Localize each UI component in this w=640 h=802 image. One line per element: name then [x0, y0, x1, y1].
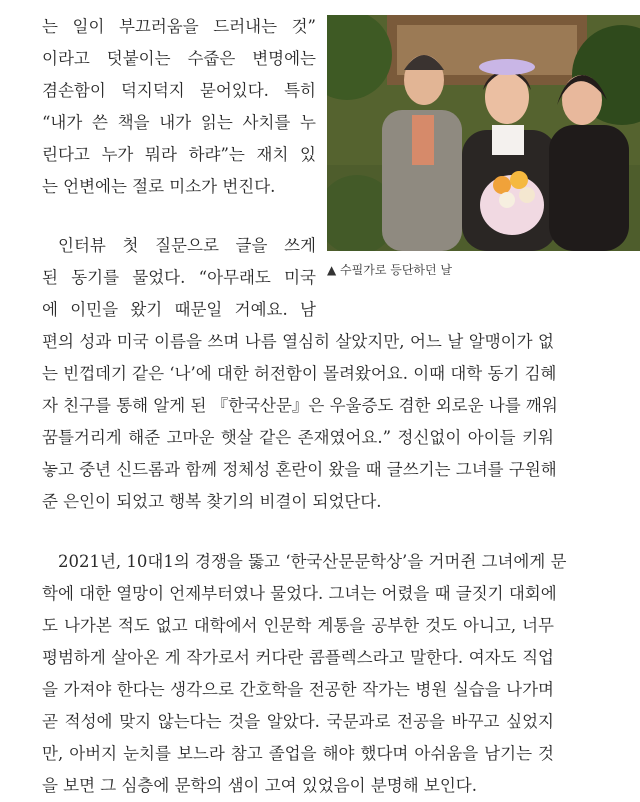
text-line: 는 일이 부끄러움을 드러내는 것” [42, 17, 316, 36]
text-line: 된 동기를 물었다. “아무래도 미국 [42, 268, 316, 287]
text-line: 만, 아버지 눈치를 보느라 참고 졸업을 해야 했다며 아쉬움을 남기는 것 [42, 744, 554, 763]
text-line: 도 나가본 적도 없고 대학에서 인문학 계통을 공부한 것도 아니고, 너무 [42, 616, 554, 635]
text-line: 2021년, 10대1의 경쟁을 뚫고 ‘한국산문문학상’을 거머쥔 그녀에게 문 [58, 552, 567, 571]
photo-caption: ▲ 수필가로 등단하던 날 [327, 263, 453, 277]
text-line: 이라고 덧붙이는 수줍은 변명에는 [42, 49, 316, 68]
text-line: 린다고 누가 뭐라 하랴”는 재치 있 [42, 145, 316, 164]
text-line: 편의 성과 미국 이름을 쓰며 나름 열심히 살았지만, 어느 날 알맹이가 없 [42, 332, 554, 351]
text-line: 꿈틀거리게 해준 고마운 햇살 같은 존재였어요.” 정신없이 아이들 키워 [42, 428, 554, 447]
text-line: 에 이민을 왔기 때문일 거예요. 남 [42, 300, 316, 319]
text-line: 을 보면 그 심층에 문학의 샘이 고여 있었음이 분명해 보인다. [42, 776, 477, 795]
text-line: 자 친구를 통해 알게 된 『한국산문』은 우울증도 겸한 외로운 나를 깨워 [42, 396, 558, 415]
text-line: “내가 쓴 책을 내가 읽는 사치를 누 [42, 113, 316, 132]
photo-debut-day [327, 15, 640, 251]
photo-illustration [327, 15, 640, 251]
text-line: 학에 대한 열망이 언제부터였나 물었다. 그녀는 어렸을 때 글짓기 대회에 [42, 584, 557, 603]
text-line: 놓고 중년 신드롬과 함께 정체성 혼란이 왔을 때 글쓰기는 그녀를 구원해 [42, 460, 557, 479]
text-line: 인터뷰 첫 질문으로 글을 쓰게 [58, 236, 316, 255]
text-line: 는 언변에는 절로 미소가 번진다. [42, 177, 276, 196]
text-line: 을 가져야 한다는 생각으로 간호학을 전공한 작가는 병원 실습을 나가며 [42, 680, 554, 699]
text-line: 준 은인이 되었고 행복 찾기의 비결이 되었단다. [42, 492, 382, 511]
text-line: 평범하게 살아온 게 작가로서 커다란 콤플렉스라고 말한다. 여자도 직업 [42, 648, 554, 667]
text-line: 곧 적성에 맞지 않는다는 것을 알았다. 국문과로 전공을 바꾸고 싶었지 [42, 712, 554, 731]
text-line: 는 빈껍데기 같은 ‘나’에 대한 허전함이 몰려왔어요. 이때 대학 동기 김혜 [42, 364, 557, 383]
text-line: 겸손함이 덕지덕지 묻어있다. 특히 [42, 81, 316, 100]
